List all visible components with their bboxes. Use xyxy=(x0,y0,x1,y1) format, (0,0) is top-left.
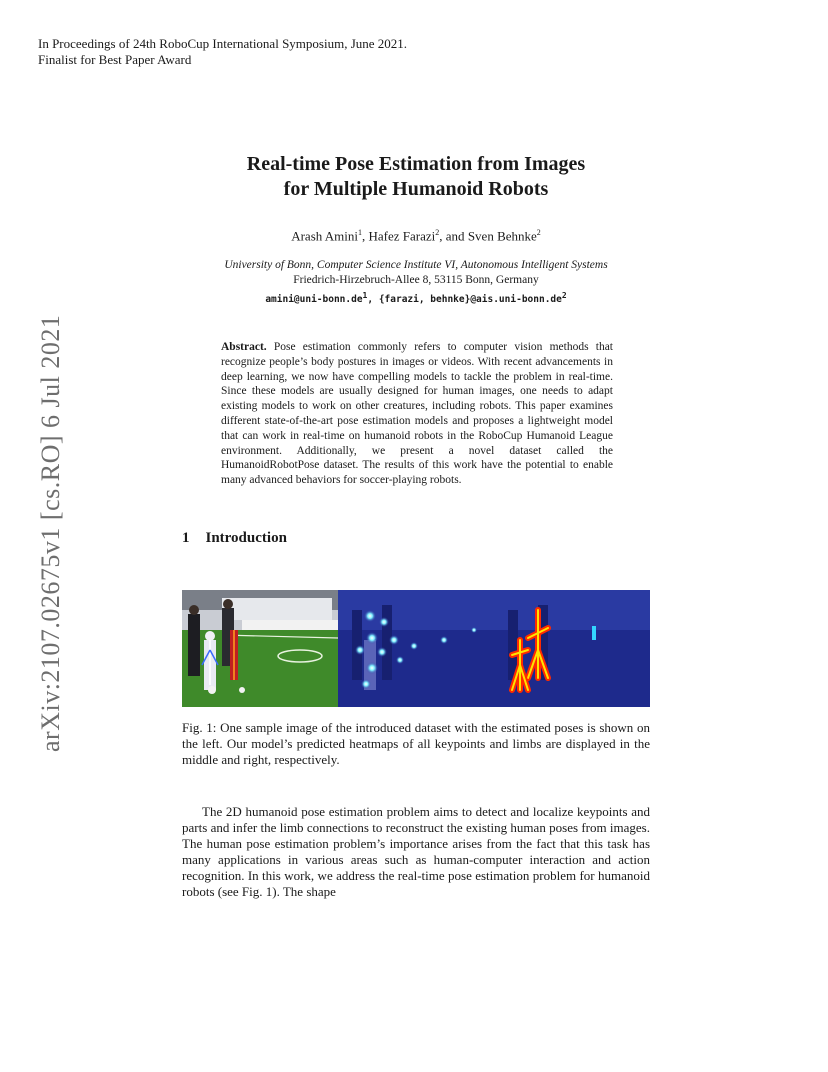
author-separator: , xyxy=(362,228,369,244)
author-affil-mark: 2 xyxy=(435,228,440,237)
email-separator: , xyxy=(367,294,379,306)
section-title: Introduction xyxy=(205,530,287,546)
arxiv-stamp[interactable]: arXiv:2107.02675v1 [cs.RO] 6 Jul 2021 xyxy=(36,314,65,752)
section-heading xyxy=(182,530,287,547)
author-name: Arash Amini xyxy=(291,228,359,244)
email-affil-mark: 2 xyxy=(561,291,567,300)
title-line-2: for Multiple Humanoid Robots xyxy=(283,178,549,200)
figure-1 xyxy=(182,590,650,707)
limb-heatmap-panel xyxy=(494,590,650,707)
author-name: Hafez Farazi xyxy=(368,228,436,244)
email-amini[interactable]: amini@uni-bonn.de xyxy=(265,294,363,306)
affiliation-address: Friedrich-Hirzebruch-Allee 8, 53115 Bonn, Germany xyxy=(293,274,539,286)
author-list xyxy=(182,228,650,244)
affiliation-institute: University of Bonn, Computer Science Institute VI, Autonomous Intelligent Systems xyxy=(224,259,608,271)
keypoint-heatmap-panel xyxy=(338,590,494,707)
email-farazi-behnke[interactable]: {farazi, behnke}@ais.uni-bonn.de xyxy=(378,294,562,306)
author-name: Sven Behnke xyxy=(467,228,537,244)
figure-caption: Fig. 1: One sample image of the introduced dataset with the estimated poses is shown on the left. Our model’s predicted heatmaps of all keypoints and limbs are displayed in the middle and right, respectively. xyxy=(182,720,650,767)
proceedings-header xyxy=(38,36,407,68)
header-line-2: Finalist for Best Paper Award xyxy=(38,52,192,67)
affiliation-block xyxy=(182,258,650,307)
author-affil-mark: 1 xyxy=(358,228,363,237)
paper-title xyxy=(182,152,650,202)
section-number: 1 xyxy=(182,530,190,546)
author-affil-mark: 2 xyxy=(536,228,541,237)
figure-1-image xyxy=(182,590,650,707)
abstract-label: Abstract. xyxy=(221,341,267,353)
header-line-1: In Proceedings of 24th RoboCup International Symposium, June 2021. xyxy=(38,36,408,51)
email-affil-mark: 1 xyxy=(362,291,368,300)
abstract xyxy=(221,340,613,488)
photo-panel xyxy=(182,590,338,707)
abstract-text: Pose estimation commonly refers to computer vision methods that recognize people’s body postures in images or videos. With recent advancements in deep learning, we now have compelling models to tackle the problem in real-time. Since these models are usually designed for human images, one needs to adapt existing models to work on other creatures, including robots. This paper examines different state-of-the-art pose estimation models and proposes a lightweight model that can work in real-time on humanoid robots in the RoboCup Humanoid League environment. Additionally, we present a novel dataset called the HumanoidRobotPose dataset. The results of this work have the potential to enable many advanced behaviors for soccer-playing robots. xyxy=(221,341,614,487)
title-line-1: Real-time Pose Estimation from Images xyxy=(246,153,586,175)
email-line xyxy=(182,288,650,307)
author-separator: , and xyxy=(439,228,468,244)
intro-paragraph: The 2D humanoid pose estimation problem aims to detect and localize keypoints and parts and infer the limb connections to reconstruct the existing human poses from images. The human pose estimation problem’s importance arises from the fact that this task has many applications in various areas such as human-computer interaction and action recognition. In this work, we address the real-time pose estimation problem for humanoid robots (see Fig. 1). The shape xyxy=(182,804,650,899)
